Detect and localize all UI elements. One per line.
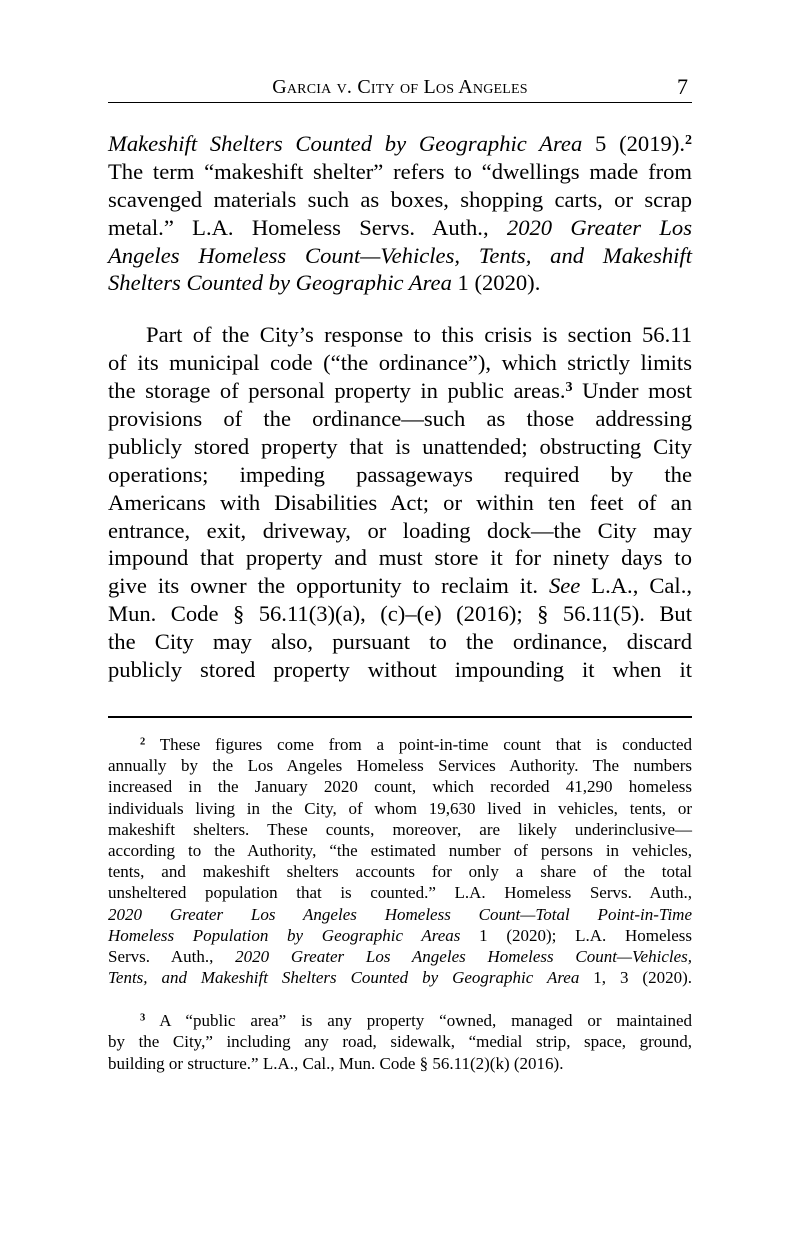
text-run: Under most [572,378,693,404]
text-line [108,1031,692,1052]
paragraph [108,321,692,684]
text-line [108,377,692,405]
text-line [108,1010,692,1031]
text-run: provisions of the ordinance—such as those addressing [108,406,692,432]
text-line [108,242,692,270]
text-line [108,798,692,819]
footnote-divider [108,716,692,718]
text-line [108,1053,692,1074]
text-run: increased in the January 2020 count, which recorded 41,290 homeless [108,777,692,797]
text-line [108,904,692,925]
running-header [108,74,692,103]
italic-citation: Tents, and Makeshift Shelters Counted by Geographic Area [108,968,580,988]
text-line [108,600,692,628]
text-line [108,321,692,349]
text-run: tents, and makeshift shelters accounts for only a share of the total [108,862,692,882]
text-run: unsheltered population that is counted.” L.A. Homeless Servs. Auth., [108,883,692,903]
text-run: by the City,” including any road, sidewalk, “medial strip, space, ground, [108,1032,692,1052]
text-line [108,882,692,903]
text-run: 1 (2020); L.A. Homeless [460,925,692,945]
italic-citation: 2020 Greater Los Angeles Homeless Count—Vehicles, [235,946,692,966]
italic-citation: 2020 Greater Los [506,214,692,240]
text-line [108,925,692,946]
text-run: 1, 3 (2020). [579,968,692,988]
text-run: makeshift shelters. These counts, moreover, are likely underinclusive— [108,819,692,839]
footnote-marker: 2 [685,133,692,148]
text-run: Mun. Code § 56.11(3)(a), (c)–(e) (2016); § 56.11(5). But [108,601,692,627]
text-line [108,840,692,861]
text-run: The term “makeshift shelter” refers to “dwellings made from [108,158,692,184]
text-line [108,776,692,797]
text-line [108,214,692,242]
text-line [108,489,692,517]
text-run: These figures come from a point-in-time count that is conducted [145,735,692,754]
text-line [108,405,692,433]
text-run: Servs. Auth., [108,946,236,966]
text-run: A “public area” is any property “owned, managed or maintained [145,1011,692,1031]
footnote-3 [108,1010,692,1074]
text-run: Part of the City’s response to this crisis is section 56.11 [146,322,692,348]
text-line [108,544,692,572]
italic-citation: See [548,573,581,599]
text-run: the City may also, pursuant to the ordinance, discard [108,629,692,655]
text-line [108,269,692,297]
text-line [108,572,692,600]
main-text [108,130,692,708]
footnote-2 [108,734,692,988]
footnotes [108,734,692,1096]
text-run: 1 (2020). [451,270,541,296]
text-line [108,433,692,461]
footnote-marker: 3 [140,1012,146,1024]
text-run: entrance, exit, driveway, or loading dock—the City may [108,517,692,543]
text-line [108,656,692,684]
text-run: individuals living in the City, of whom 19,630 lived in vehicles, tents, or [108,798,692,818]
text-line [108,628,692,656]
text-run: publicly stored property without impounding it when it [108,657,692,683]
italic-citation: Angeles Homeless Count—Vehicles, Tents, and Makeshift [108,242,692,268]
page-number: 7 [677,74,688,99]
text-run: of its municipal code (“the ordinance”), which strictly limits [108,350,692,376]
text-run: according to the Authority, “the estimated number of persons in vehicles, [108,840,692,860]
footnote-marker: 3 [565,380,573,396]
text-run: operations; impeding passageways required by the [108,461,692,487]
footnote-marker: 2 [140,736,146,748]
paragraph [108,130,692,297]
text-line [108,755,692,776]
text-run: L.A., Cal., [580,573,692,599]
text-line [108,946,692,967]
text-line [108,967,692,988]
text-run: scavenged materials such as boxes, shopping carts, or scrap [108,186,692,212]
text-line [108,861,692,882]
text-line [108,130,692,158]
text-run: Americans with Disabilities Act; or within ten feet of an [108,489,692,515]
italic-citation: Makeshift Shelters Counted by Geographic Area [108,131,583,156]
text-line [108,461,692,489]
text-run: annually by the Los Angeles Homeless Services Authority. The numbers [108,756,692,776]
text-line [108,158,692,186]
running-title: Garcia v. City of Los Angeles [272,76,528,98]
text-run: 5 (2019). [582,131,685,156]
text-line [108,734,692,755]
text-run: publicly stored property that is unattended; obstructing City [108,433,692,459]
text-run: the storage of personal property in public areas. [108,378,566,404]
text-run: building or structure.” L.A., Cal., Mun. Code § 56.11(2)(k) (2016). [108,1053,564,1073]
text-run: impound that property and must store it for ninety days to [108,545,692,571]
text-line [108,517,692,545]
italic-citation: 2020 Greater Los Angeles Homeless Count—Total Point-in-Time [108,904,692,924]
text-run: metal.” L.A. Homeless Servs. Auth., [108,214,507,240]
italic-citation: Homeless Population by Geographic Areas [108,925,461,945]
text-line [108,819,692,840]
italic-citation: Shelters Counted by Geographic Area [108,270,452,296]
text-line [108,186,692,214]
text-line [108,349,692,377]
text-run: give its owner the opportunity to reclaim it. [108,573,549,599]
